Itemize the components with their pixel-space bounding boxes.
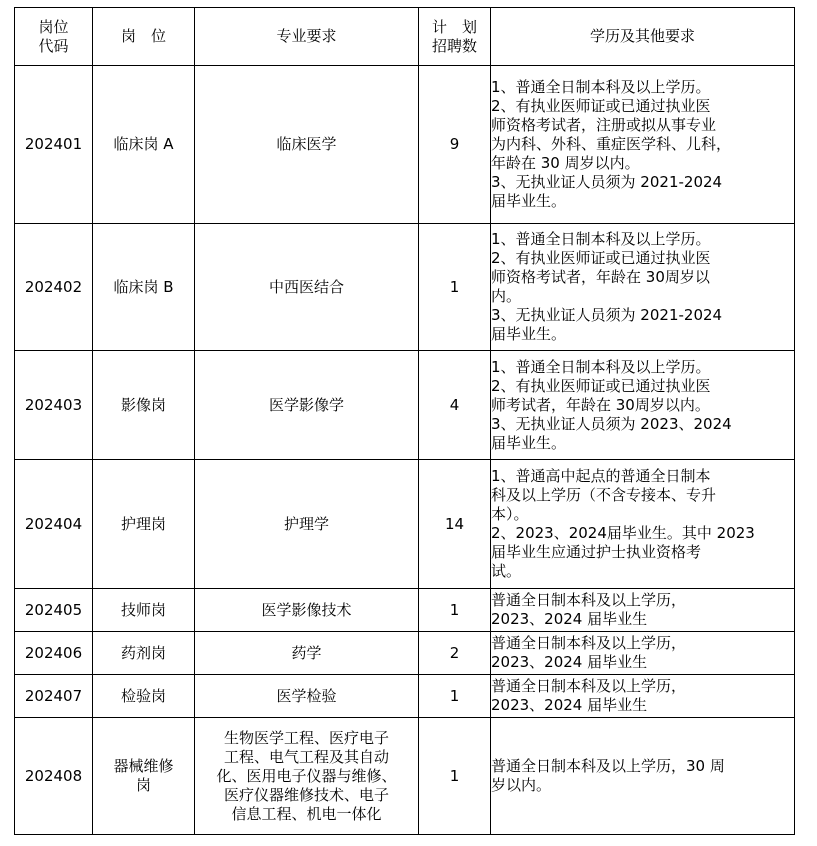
requirements-cell xyxy=(491,632,795,675)
requirement-line: 届毕业生应通过护士执业资格考 xyxy=(491,543,702,561)
table-row xyxy=(15,589,795,632)
table-row xyxy=(15,66,795,224)
code-cell: 202408 xyxy=(15,718,93,835)
header-requirements: 学历及其他要求 xyxy=(491,8,795,66)
count-cell: 14 xyxy=(419,460,491,589)
major-line: 生物医学工程、医疗电子 xyxy=(223,728,389,747)
requirements-cell xyxy=(491,224,795,351)
header-code-line: 岗位 xyxy=(38,17,69,36)
requirements-cell xyxy=(491,460,795,589)
requirement-line: 试。 xyxy=(491,562,522,580)
major-cell: 药学 xyxy=(195,632,419,675)
requirements-cell xyxy=(491,718,795,835)
count-cell: 1 xyxy=(419,224,491,351)
table-row xyxy=(15,224,795,351)
major-cell xyxy=(195,718,419,835)
major-cell: 护理学 xyxy=(195,460,419,589)
recruitment-table xyxy=(14,7,795,835)
requirement-line: 普通全日制本科及以上学历， xyxy=(491,591,687,609)
code-cell: 202405 xyxy=(15,589,93,632)
requirement-line: 内。 xyxy=(491,287,522,305)
header-row xyxy=(15,8,795,66)
count-cell: 9 xyxy=(419,66,491,224)
requirement-line: 师考试者，年龄在 30周岁以内。 xyxy=(491,395,710,414)
major-cell: 中西医结合 xyxy=(195,224,419,351)
requirement-line: 1、普通全日制本科及以上学历。 xyxy=(491,230,711,248)
count-cell: 4 xyxy=(419,351,491,460)
header-code-line: 代码 xyxy=(38,36,69,55)
position-cell: 影像岗 xyxy=(93,351,195,460)
requirements-cell xyxy=(491,589,795,632)
count-cell: 2 xyxy=(419,632,491,675)
table-row xyxy=(15,675,795,718)
header-plan xyxy=(419,8,491,66)
major-line: 信息工程、机电一体化 xyxy=(231,804,382,823)
major-line: 医疗仪器维修技术、电子 xyxy=(223,785,389,804)
requirement-line: 普通全日制本科及以上学历， xyxy=(491,634,687,652)
count-cell: 1 xyxy=(419,675,491,718)
code-cell: 202401 xyxy=(15,66,93,224)
requirement-line: 2023、2024 届毕业生 xyxy=(491,696,648,714)
requirement-line: 2、有执业医师证或已通过执业医 xyxy=(491,249,711,267)
header-plan-line: 计 划 xyxy=(431,17,477,36)
requirements-cell xyxy=(491,351,795,460)
requirement-line: 2023、2024 届毕业生 xyxy=(491,653,648,671)
position-cell: 护理岗 xyxy=(93,460,195,589)
requirement-line: 届毕业生。 xyxy=(491,325,567,343)
table-row xyxy=(15,460,795,589)
position-cell: 临床岗 A xyxy=(93,66,195,224)
table-row xyxy=(15,718,795,835)
requirement-line: 1、普通全日制本科及以上学历。 xyxy=(491,357,711,376)
header-code xyxy=(15,8,93,66)
requirement-line: 2、有执业医师证或已通过执业医 xyxy=(491,97,711,115)
header-plan-line: 招聘数 xyxy=(431,36,477,55)
requirement-line: 年龄在 30 周岁以内。 xyxy=(491,154,640,172)
requirement-line: 科及以上学历（不含专接本、专升 xyxy=(491,486,717,504)
code-cell: 202406 xyxy=(15,632,93,675)
count-cell: 1 xyxy=(419,589,491,632)
requirement-line: 1、普通高中起点的普通全日制本 xyxy=(491,467,711,485)
code-cell: 202404 xyxy=(15,460,93,589)
requirements-cell xyxy=(491,675,795,718)
requirement-line: 本）。 xyxy=(491,505,529,523)
requirement-line: 师资格考试者，注册或拟从事专业 xyxy=(491,116,717,134)
requirement-line: 普通全日制本科及以上学历， xyxy=(491,677,687,695)
requirement-line: 2、有执业医师证或已通过执业医 xyxy=(491,376,711,395)
header-position: 岗 位 xyxy=(93,8,195,66)
requirement-line: 3、无执业证人员须为 2021-2024 xyxy=(491,173,723,191)
requirement-line: 2023、2024 届毕业生 xyxy=(491,610,648,628)
requirement-line: 普通全日制本科及以上学历，30 周 xyxy=(491,757,725,775)
major-cell: 医学检验 xyxy=(195,675,419,718)
requirement-line: 3、无执业证人员须为 2023、2024 xyxy=(491,414,732,433)
count-cell: 1 xyxy=(419,718,491,835)
position-cell: 技师岗 xyxy=(93,589,195,632)
position-line: 器械维修 xyxy=(113,757,174,775)
requirement-line: 为内科、外科、重症医学科、儿科， xyxy=(491,135,732,153)
requirement-line: 届毕业生。 xyxy=(491,433,567,452)
requirement-line: 师资格考试者，年龄在 30周岁以 xyxy=(491,268,710,286)
position-cell: 药剂岗 xyxy=(93,632,195,675)
table-row xyxy=(15,632,795,675)
major-cell: 医学影像技术 xyxy=(195,589,419,632)
code-cell: 202402 xyxy=(15,224,93,351)
code-cell: 202403 xyxy=(15,351,93,460)
table-row xyxy=(15,351,795,460)
major-line: 化、医用电子仪器与维修、 xyxy=(216,766,397,785)
position-cell xyxy=(93,718,195,835)
position-line: 岗 xyxy=(135,776,151,794)
code-cell: 202407 xyxy=(15,675,93,718)
requirements-cell xyxy=(491,66,795,224)
requirement-line: 2、2023、2024届毕业生。其中 2023 xyxy=(491,524,755,542)
position-cell: 临床岗 B xyxy=(93,224,195,351)
major-cell: 医学影像学 xyxy=(195,351,419,460)
major-line: 工程、电气工程及其自动 xyxy=(223,747,389,766)
requirement-line: 3、无执业证人员须为 2021-2024 xyxy=(491,306,723,324)
requirement-line: 岁以内。 xyxy=(491,776,552,794)
header-major: 专业要求 xyxy=(195,8,419,66)
requirement-line: 届毕业生。 xyxy=(491,192,567,210)
requirement-line: 1、普通全日制本科及以上学历。 xyxy=(491,78,711,96)
position-cell: 检验岗 xyxy=(93,675,195,718)
major-cell: 临床医学 xyxy=(195,66,419,224)
